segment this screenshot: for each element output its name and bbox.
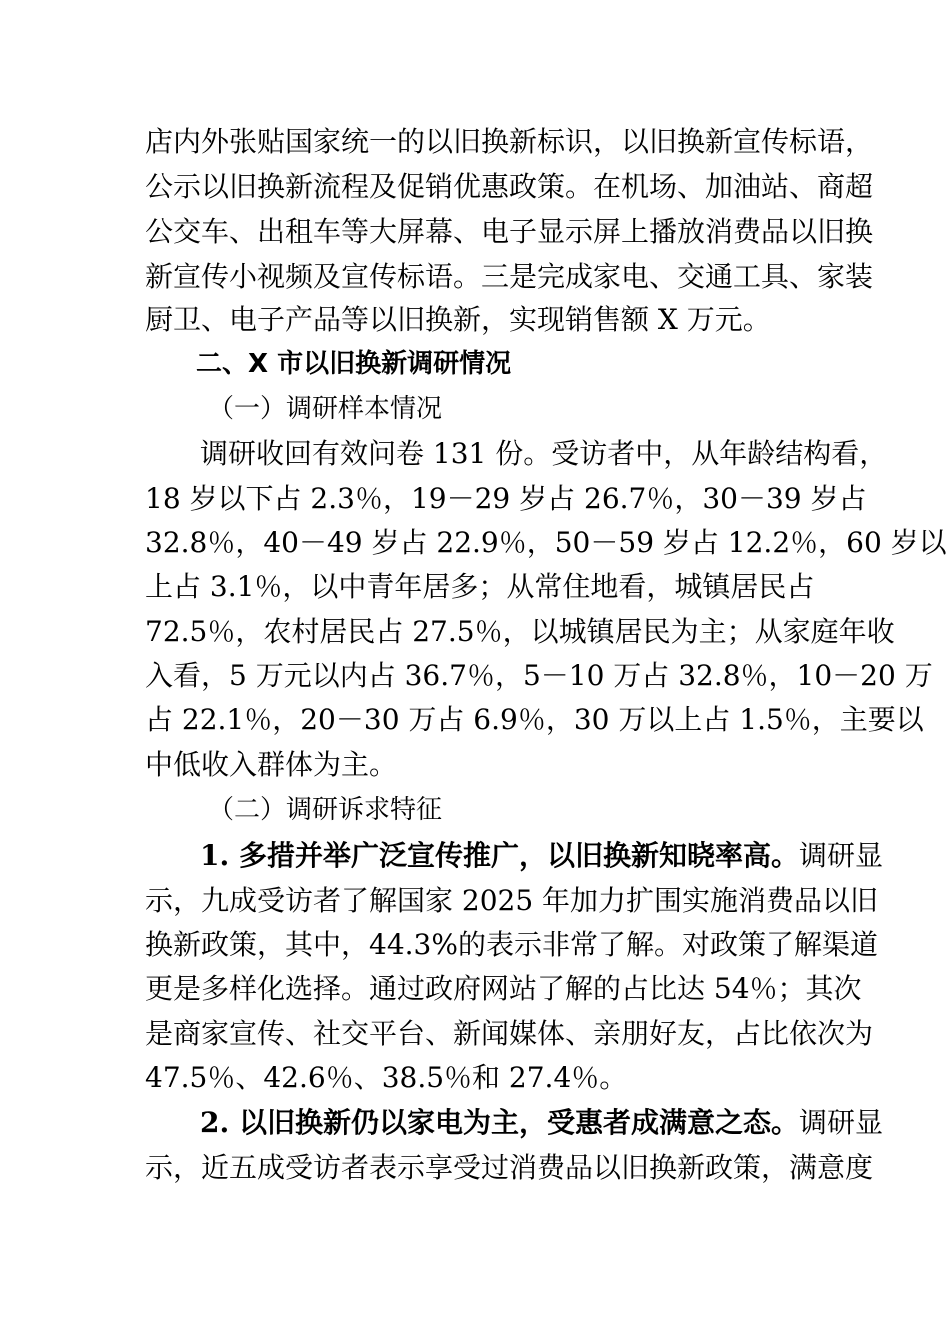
subsection-heading: （一）调研样本情况: [208, 394, 443, 424]
paragraph-line: 换新政策，其中，44.3%的表示非常了解。对政策了解渠道: [145, 928, 878, 961]
paragraph-line: 18 岁以下占 2.3％，19－29 岁占 26.7％，30－39 岁占: [145, 482, 867, 515]
point-title: 1. 多措并举广泛宣传推广，以旧换新知晓率高。: [200, 839, 799, 872]
paragraph-line: 示，近五成受访者表示享受过消费品以旧换新政策，满意度: [145, 1151, 874, 1184]
paragraph-line: 厨卫、电子产品等以旧换新，实现销售额 X 万元。: [145, 303, 771, 336]
paragraph-line: 公交车、出租车等大屏幕、电子显示屏上播放消费品以旧换: [145, 215, 874, 248]
point-title: 2. 以旧换新仍以家电为主，受惠者成满意之态。: [200, 1106, 799, 1139]
paragraph-line: 调研收回有效问卷 131 份。受访者中，从年龄结构看，: [200, 437, 888, 470]
paragraph-line: 新宣传小视频及宣传标语。三是完成家电、交通工具、家装: [145, 260, 874, 293]
point-text: 调研显: [798, 839, 883, 872]
paragraph-line: 中低收入群体为主。: [145, 748, 398, 781]
point-first-line: [200, 833, 883, 879]
paragraph-line: 72.5％，农村居民占 27.5％，以城镇居民为主；从家庭年收: [145, 615, 895, 648]
paragraph-line: 示，九成受访者了解国家 2025 年加力扩围实施消费品以旧: [145, 884, 879, 917]
paragraph-line: 上占 3.1％，以中青年居多；从常住地看，城镇居民占: [145, 570, 815, 603]
subsection-heading: （二）调研诉求特征: [208, 795, 443, 825]
paragraph-line: 是商家宣传、社交平台、新闻媒体、亲朋好友，占比依次为: [145, 1017, 874, 1050]
paragraph-line: 更是多样化选择。通过政府网站了解的占比达 54％；其次: [145, 972, 862, 1005]
paragraph-line: 入看，5 万元以内占 36.7％，5－10 万占 32.8％，10－20 万: [145, 659, 933, 692]
paragraph-line: 32.8％，40－49 岁占 22.9％，50－59 岁占 12.2％，60 岁以: [145, 526, 947, 559]
paragraph-line: 店内外张贴国家统一的以旧换新标识，以旧换新宣传标语，: [145, 125, 874, 158]
point-first-line: [200, 1100, 883, 1146]
section-heading: 二、X 市以旧换新调研情况: [196, 349, 512, 379]
point-text: 调研显: [798, 1106, 883, 1139]
paragraph-line: 公示以旧换新流程及促销优惠政策。在机场、加油站、商超: [145, 170, 874, 203]
paragraph-line: 占 22.1％，20－30 万占 6.9％，30 万以上占 1.5％，主要以: [145, 703, 924, 736]
paragraph-line: 47.5％、42.6％、38.5％和 27.4％。: [145, 1061, 628, 1094]
